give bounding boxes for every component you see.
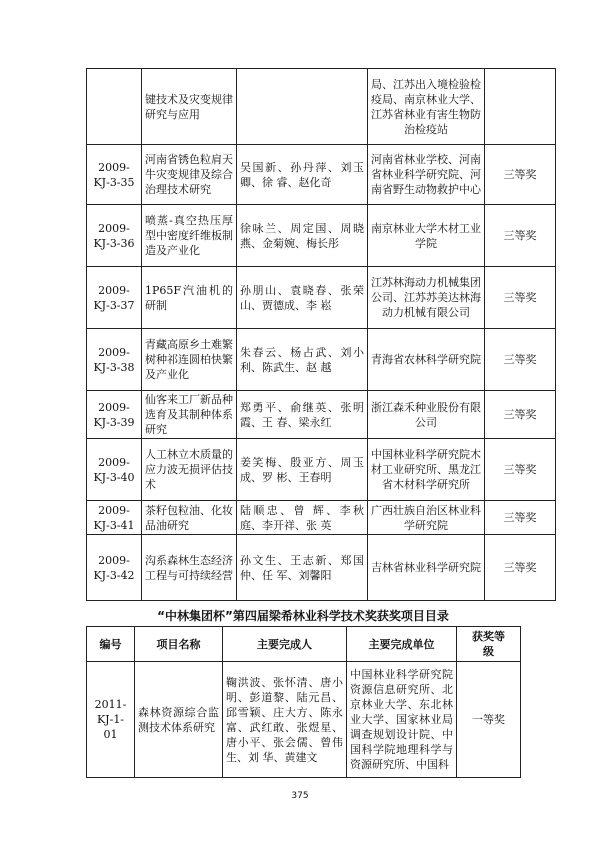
cell-number: 2009-KJ-3-36 <box>87 205 142 267</box>
cell-people: 徐咏兰、周定国、周晓燕、金菊婉、梅长彤 <box>237 205 368 267</box>
cell-number: 2009-KJ-3-42 <box>87 535 142 601</box>
page-number: 375 <box>291 791 309 801</box>
cell-people: 吴国新、孙丹萍、刘玉卿、徐 睿、赵化奇 <box>237 145 368 205</box>
cell-award: 三等奖 <box>485 391 556 439</box>
table-row <box>87 439 556 501</box>
table-row <box>87 145 556 205</box>
table-row <box>87 662 521 778</box>
cell-award: 三等奖 <box>485 535 556 601</box>
cell-units: 河南省林业学校、河南省林业科学研究院、河南省野生动物救护中心 <box>368 145 485 205</box>
cell-units: 江苏林海动力机械集团公司、江苏苏美达林海动力机械有限公司 <box>368 267 485 329</box>
cell-number: 2009-KJ-3-35 <box>87 145 142 205</box>
cell-project: 沟系森林生态经济工程与可持续经营 <box>142 535 237 601</box>
cell-award <box>485 69 556 145</box>
cell-units: 青海省农林科学研究院 <box>368 329 485 391</box>
cell-units: 吉林省林业科学研究院 <box>368 535 485 601</box>
cell-award: 三等奖 <box>485 501 556 535</box>
table-row <box>87 267 556 329</box>
cell-units: 南京林业大学木材工业学院 <box>368 205 485 267</box>
cell-number: 2009-KJ-3-40 <box>87 439 142 501</box>
cell-project: 森林资源综合监测技术体系研究 <box>135 662 223 778</box>
cell-number <box>87 69 142 145</box>
table-row <box>87 391 556 439</box>
cell-project: 1P65F汽油机的研制 <box>142 267 237 329</box>
header-number: 编号 <box>87 627 135 662</box>
cell-project: 仙客来工厂新品种选育及其制种体系研究 <box>142 391 237 439</box>
cell-people: 朱春云、杨占武、刘小利、陈武生、赵 越 <box>237 329 368 391</box>
cell-award: 三等奖 <box>485 439 556 501</box>
cell-units: 中国林业科学研究院资源信息研究所、北京林业大学、东北林业大学、国家林业局调查规划设计院、中国科学院地理科学与资源研究所、中国科 <box>347 662 457 778</box>
cell-number: 2011-KJ-1-01 <box>87 662 135 778</box>
section-title: “中林集团杯”第四届梁希林业科学技术奖获奖项目目录 <box>157 609 449 623</box>
cell-award: 一等奖 <box>457 662 521 778</box>
table-row <box>87 205 556 267</box>
cell-people: 陆顺忠、曾 辉、李秋庭、李开祥、张 英 <box>237 501 368 535</box>
cell-people: 孙文生、王志新、郑国仲、任 军、刘馨阳 <box>237 535 368 601</box>
cell-award: 三等奖 <box>485 205 556 267</box>
cell-units: 局、江苏出入境检验检疫局、南京林业大学、江苏省林业有害生物防治检疫站 <box>368 69 485 145</box>
table-row <box>87 501 556 535</box>
cell-people <box>237 69 368 145</box>
cell-project: 河南省锈色粒肩天牛灾变规律及综合治理技术研究 <box>142 145 237 205</box>
header-award: 获奖等级 <box>457 627 521 662</box>
cell-people: 姜笑梅、殷亚方、周玉成、罗 彬、王春明 <box>237 439 368 501</box>
table-row <box>87 69 556 145</box>
header-people: 主要完成人 <box>223 627 347 662</box>
award-table-2011 <box>86 626 521 778</box>
cell-number: 2009-KJ-3-39 <box>87 391 142 439</box>
table-row <box>87 329 556 391</box>
header-project: 项目名称 <box>135 627 223 662</box>
cell-project: 青藏高原乡土难繁树种祁连圆柏快繁及产业化 <box>142 329 237 391</box>
cell-award: 三等奖 <box>485 267 556 329</box>
header-units: 主要完成单位 <box>347 627 457 662</box>
cell-number: 2009-KJ-3-38 <box>87 329 142 391</box>
cell-project: 键技术及灾变规律研究与应用 <box>142 69 237 145</box>
cell-people: 孙朋山、袁晓春、张荣山、贾德成、李 崧 <box>237 267 368 329</box>
cell-units: 中国林业科学研究院木材工业研究所、黑龙江省木材科学研究所 <box>368 439 485 501</box>
cell-project: 茶籽包粒油、化妆品油研究 <box>142 501 237 535</box>
cell-project: 喷蒸-真空热压厚型中密度纤维板制造及产业化 <box>142 205 237 267</box>
cell-people: 郑勇平、俞继英、张明霞、王 春、梁永红 <box>237 391 368 439</box>
cell-units: 广西壮族自治区林业科学研究院 <box>368 501 485 535</box>
cell-award: 三等奖 <box>485 145 556 205</box>
cell-project: 人工林立木质量的应力波无损评估技术 <box>142 439 237 501</box>
cell-people: 鞠洪波、张怀清、唐小明、彭道黎、陆元昌、邱雪颖、庄大方、陈永富、武红敢、张煜星、唐小平、张会儒、曾伟生、刘 华、黄建文 <box>223 662 347 778</box>
table-row <box>87 535 556 601</box>
cell-number: 2009-KJ-3-41 <box>87 501 142 535</box>
award-table-2009 <box>86 68 556 601</box>
cell-units: 浙江森禾种业股份有限公司 <box>368 391 485 439</box>
table-header-row <box>87 627 521 662</box>
cell-number: 2009-KJ-3-37 <box>87 267 142 329</box>
cell-award: 三等奖 <box>485 329 556 391</box>
